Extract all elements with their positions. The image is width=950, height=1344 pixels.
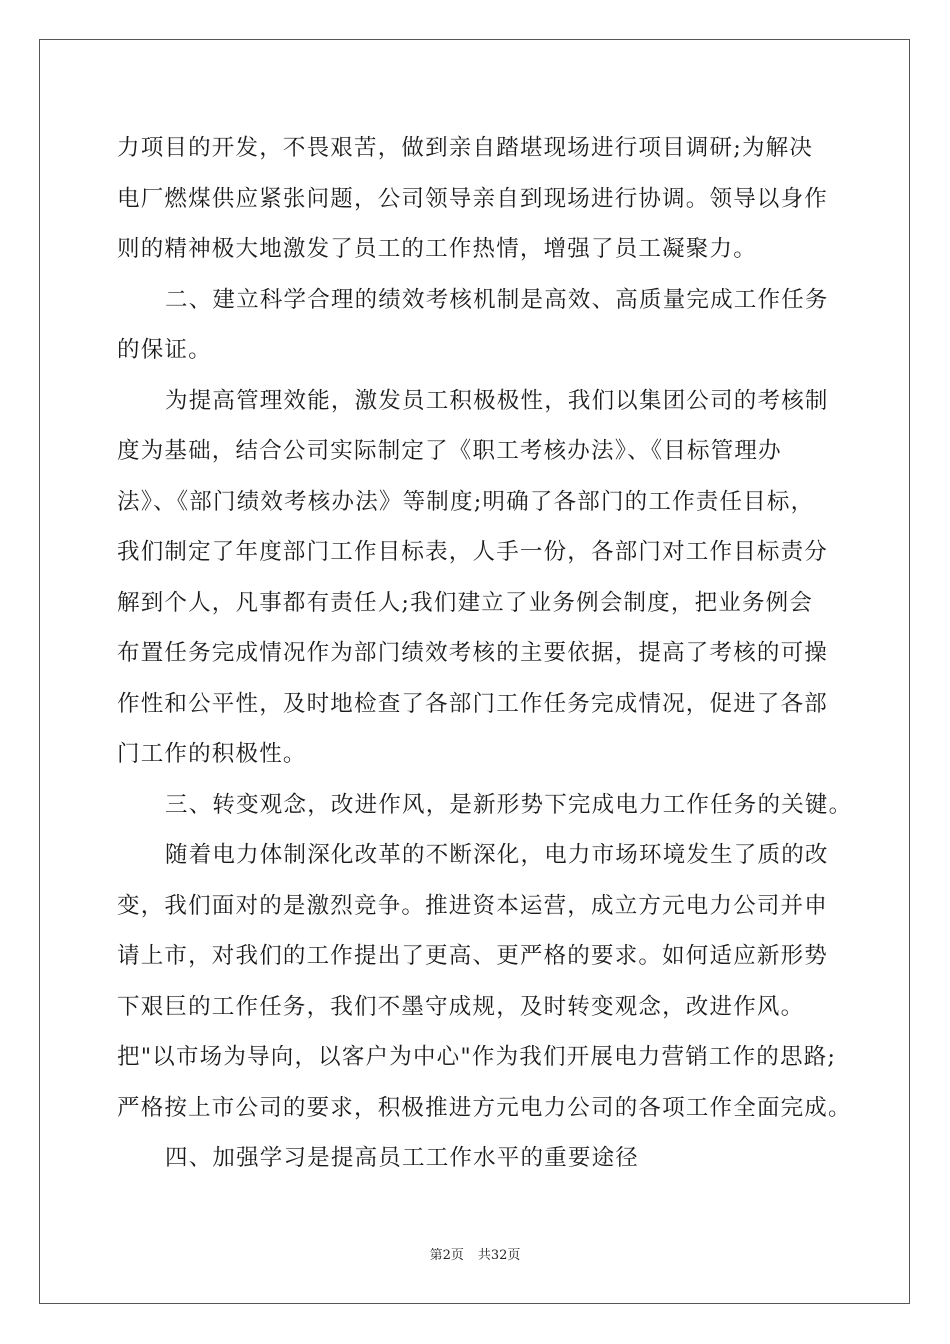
text-line: 我们制定了年度部门工作目标表，人手一份，各部门对工作目标责分	[117, 539, 829, 565]
section-heading: 三、转变观念，改进作风，是新形势下完成电力工作任务的关键。	[165, 791, 853, 818]
text-line: 的保证。	[117, 337, 212, 363]
paragraph-start: 随着电力体制深化改革的不断深化，电力市场环境发生了质的改	[165, 842, 829, 868]
page-footer	[0, 1244, 950, 1263]
text-line: 解到个人，凡事都有责任人;我们建立了业务例会制度，把业务例会	[117, 589, 814, 616]
text-line: 布置任务完成情况作为部门绩效考核的主要依据，提高了考核的可操	[117, 640, 829, 666]
paragraph-start: 为提高管理效能，激发员工积极极性，我们以集团公司的考核制	[165, 387, 829, 414]
text-line: 请上市，对我们的工作提出了更高、更严格的要求。如何适应新形势	[117, 943, 829, 969]
text-line: 下艰巨的工作任务，我们不墨守成规，及时转变观念，改进作风。	[117, 993, 805, 1020]
text-line: 严格按上市公司的要求，积极推进方元电力公司的各项工作全面完成。	[117, 1094, 852, 1121]
text-line: 力项目的开发，不畏艰苦，做到亲自踏堪现场进行项目调研;为解决	[117, 135, 814, 161]
text-line: 则的精神极大地激发了员工的工作热情，增强了员工凝聚力。	[117, 236, 757, 262]
section-heading: 二、建立科学合理的绩效考核机制是高效、高质量完成工作任务	[165, 286, 829, 313]
text-line: 门工作的积极性。	[117, 741, 307, 767]
text-line: 作性和公平性，及时地检查了各部门工作任务完成情况，促进了各部	[117, 690, 829, 717]
section-heading: 四、加强学习是提高员工工作水平的重要途径	[165, 1145, 640, 1171]
text-line: 法》、《部门绩效考核办法》等制度;明确了各部门的工作责任目标，	[117, 488, 815, 515]
text-line: 度为基础，结合公司实际制定了《职工考核办法》、《目标管理办	[117, 438, 782, 464]
page-number: 第2页	[429, 1248, 464, 1263]
page-total: 共32页	[477, 1248, 521, 1263]
text-line: 把"以市场为导向，以客户为中心"作为我们开展电力营销工作的思路;	[117, 1044, 837, 1070]
document-body	[117, 123, 857, 1184]
text-line: 变，我们面对的是激烈竞争。推进资本运营，成立方元电力公司并申	[117, 892, 829, 919]
text-line: 电厂燃煤供应紧张问题，公司领导亲自到现场进行协调。领导以身作	[117, 185, 829, 212]
